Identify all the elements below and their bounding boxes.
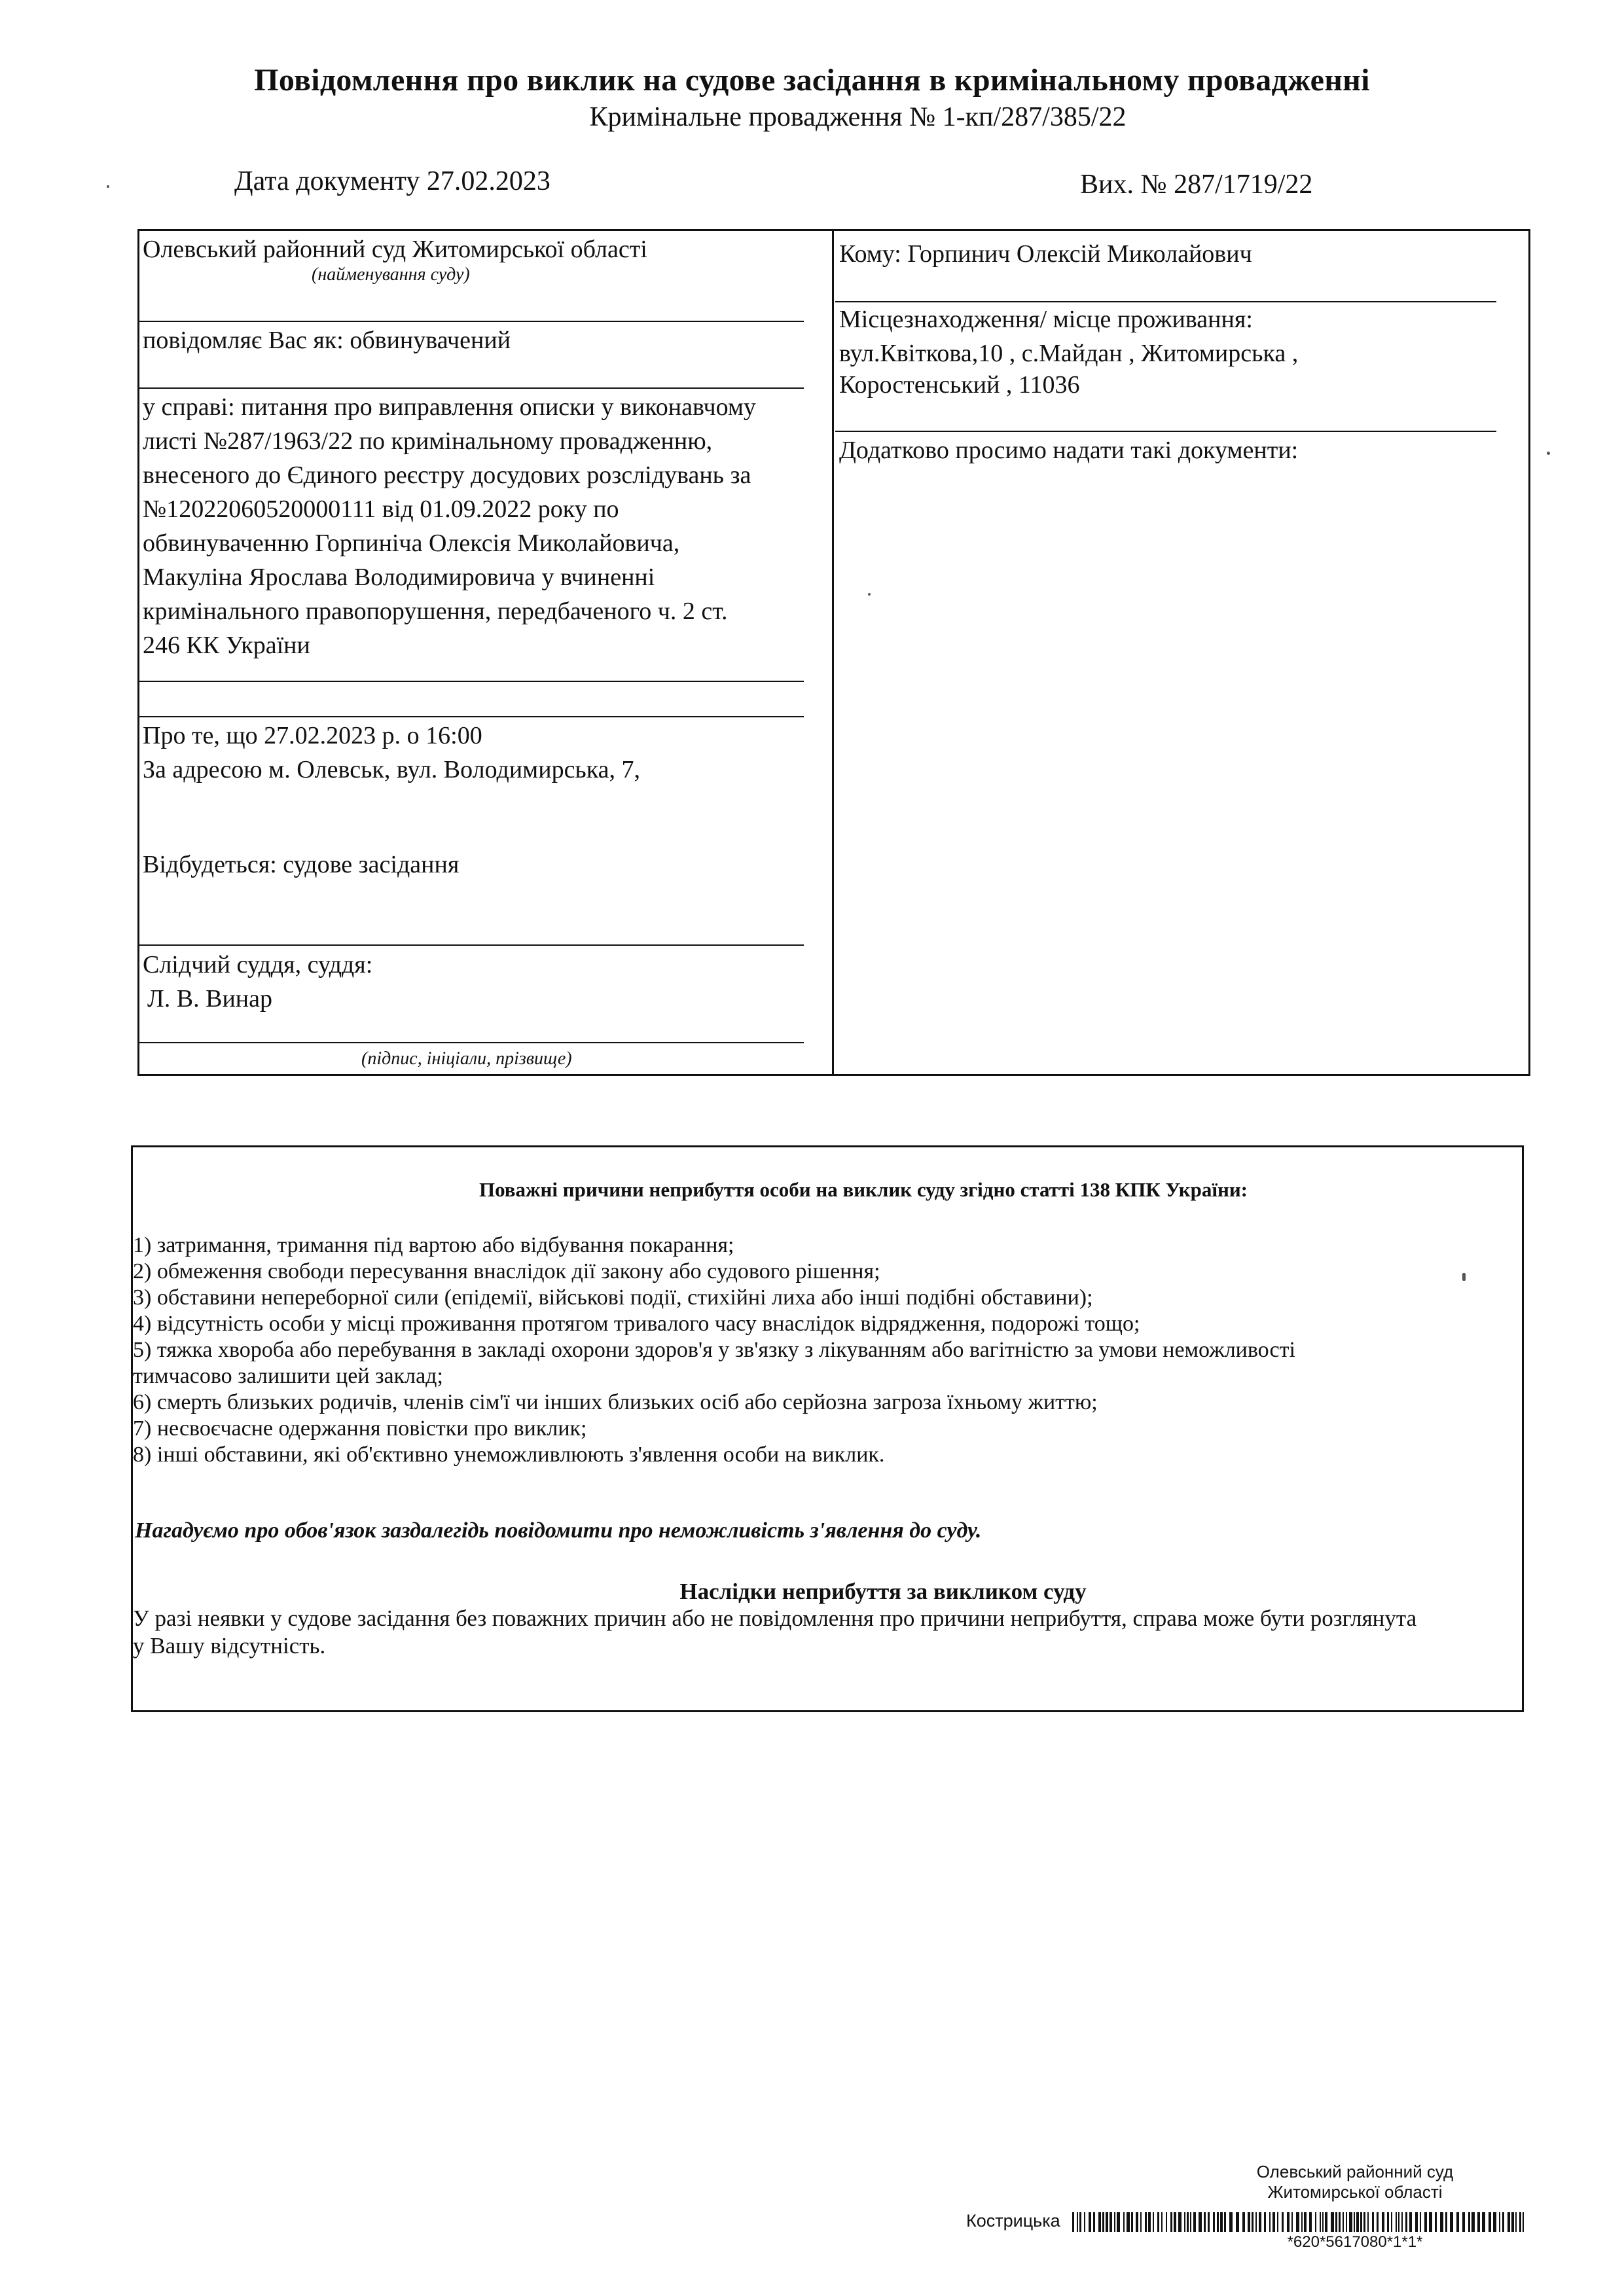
barcode-bar: [1360, 2212, 1362, 2232]
divider: [139, 716, 804, 717]
barcode-bar: [1272, 2212, 1275, 2232]
barcode-bar: [1224, 2212, 1226, 2232]
barcode-bar: [1420, 2212, 1421, 2232]
case-description: [143, 390, 756, 662]
barcode-bar: [1255, 2212, 1257, 2232]
barcode-bar: [1335, 2212, 1337, 2232]
location-line: вул.Квіткова,10 , с.Майдан , Житомирська ,: [839, 340, 1299, 367]
barcode-bar: [1204, 2212, 1206, 2232]
reason-item: 2) обмеження свободи пересування внаслідок дії закону або судового рішення;: [133, 1259, 880, 1283]
consequences-text: у Вашу відсутність.: [133, 1633, 326, 1659]
barcode-bar: [1296, 2212, 1299, 2232]
barcode-bar: [1435, 2212, 1437, 2232]
recipient: Кому: Горпинич Олексій Миколайович: [839, 240, 1252, 268]
barcode-bar: [1367, 2212, 1369, 2232]
barcode-bar: [1148, 2212, 1151, 2232]
barcode-bar: [1259, 2212, 1261, 2232]
barcode-bar: [1252, 2212, 1254, 2232]
barcode-bar: [1511, 2212, 1514, 2232]
barcode-bar: [1429, 2212, 1432, 2232]
barcode-bar: [1424, 2212, 1427, 2232]
case-line: листі №287/1963/22 по кримінальному провадженню,: [143, 427, 713, 455]
case-line: №12022060520000111 від 01.09.2022 року по: [143, 495, 619, 523]
barcode-bar: [1248, 2212, 1250, 2232]
scan-speck: [107, 185, 109, 188]
barcode-bar: [1372, 2212, 1374, 2232]
barcode-bar: [1077, 2212, 1078, 2232]
barcode-bar: [1072, 2212, 1074, 2232]
barcode-bar: [1184, 2212, 1185, 2232]
barcode-bar: [1157, 2212, 1159, 2232]
barcode-bar: [1462, 2212, 1465, 2232]
barcode-bar: [1178, 2212, 1182, 2232]
barcode-bar: [1456, 2212, 1459, 2232]
barcode-bar: [1401, 2212, 1403, 2232]
document-title: Повідомлення про виклик на судове засідання в кримінальному провадженні: [254, 63, 1370, 98]
barcode-bar: [1131, 2212, 1133, 2232]
court-name: Олевський районний суд Житомирської області: [143, 236, 647, 263]
barcode-bar: [1515, 2212, 1517, 2232]
reason-item: 7) несвоєчасне одержання повістки про виклик;: [133, 1416, 587, 1441]
barcode-bar: [1079, 2212, 1081, 2232]
judge-name: Л. В. Винар: [147, 985, 273, 1013]
notifies-as: повідомляє Вас як: обвинувачений: [143, 327, 511, 354]
barcode-bar: [1502, 2212, 1504, 2232]
barcode: [1072, 2212, 1524, 2232]
barcode-bar: [1089, 2212, 1091, 2232]
barcode-bar: [1377, 2212, 1379, 2232]
location-line: Коростенський , 11036: [839, 371, 1080, 399]
reason-item: 1) затримання, тримання під вартою або відбування покарання;: [133, 1233, 734, 1257]
barcode-number: *620*5617080*1*1*: [1287, 2233, 1423, 2251]
signature-line: [139, 1042, 804, 1043]
barcode-bar: [1166, 2212, 1167, 2232]
barcode-bar: [1519, 2212, 1521, 2232]
barcode-bar: [1499, 2212, 1500, 2232]
barcode-bar: [1391, 2212, 1392, 2232]
barcode-bar: [1140, 2212, 1142, 2232]
hearing-event: Відбудеться: судове засідання: [143, 851, 460, 878]
barcode-bar: [1482, 2212, 1485, 2232]
reason-item: тимчасово залишити цей заклад;: [133, 1364, 443, 1388]
reminder-note: Нагадуємо про обов'язок заздалегідь повідомити про неможливість з'явлення до суду.: [135, 1518, 982, 1543]
outgoing-number: Вих. № 287/1719/22: [1080, 170, 1313, 200]
case-line: Макуліна Ярослава Володимировича у вчиненні: [143, 564, 655, 591]
barcode-bar: [1471, 2212, 1475, 2232]
barcode-bar: [1409, 2212, 1412, 2232]
barcode-bar: [1468, 2212, 1470, 2232]
barcode-bar: [1440, 2212, 1443, 2232]
barcode-bar: [1114, 2212, 1115, 2232]
hearing-datetime: Про те, що 27.02.2023 р. о 16:00: [143, 722, 482, 749]
barcode-bar: [1161, 2212, 1163, 2232]
barcode-bar: [1236, 2212, 1239, 2232]
barcode-bar: [1174, 2212, 1176, 2232]
barcode-bar: [1346, 2212, 1347, 2232]
stamp-court-region: Житомирської області: [1267, 2182, 1443, 2202]
reason-item: 5) тяжка хвороба або перебування в закладі охорони здоров'я у зв'язку з лікуванням або вагітністю за умови неможливості: [133, 1338, 1295, 1362]
barcode-bar: [1170, 2212, 1172, 2232]
barcode-bar: [1343, 2212, 1344, 2232]
barcode-bar: [1117, 2212, 1120, 2232]
reason-item: 8) інші обставини, які об'єктивно унеможливлюють з'явлення особи на виклик.: [133, 1443, 885, 1467]
barcode-bar: [1405, 2212, 1407, 2232]
barcode-bar: [1136, 2212, 1138, 2232]
case-line: 246 КК України: [143, 632, 310, 659]
barcode-bar: [1309, 2212, 1312, 2232]
barcode-bar: [1127, 2212, 1130, 2232]
barcode-bar: [1187, 2212, 1189, 2232]
barcode-bar: [1193, 2212, 1196, 2232]
barcode-bar: [1304, 2212, 1307, 2232]
consequences-text: У разі неявки у судове засідання без поважних причин або не повідомлення про причини неприбуття, справа може бути розглянута: [133, 1605, 1417, 1631]
barcode-bar: [1477, 2212, 1480, 2232]
barcode-bar: [1199, 2212, 1202, 2232]
barcode-bar: [1382, 2212, 1384, 2232]
reason-item: 3) обставини непереборної сили (епідемії, військові події, стихійні лиха або інші подібні обставини);: [133, 1285, 1093, 1310]
barcode-bar: [1084, 2212, 1085, 2232]
case-line: обвинуваченню Горпиніча Олексія Миколайовича,: [143, 529, 680, 557]
barcode-bar: [1363, 2212, 1365, 2232]
barcode-bar: [1269, 2212, 1271, 2232]
barcode-bar: [1445, 2212, 1447, 2232]
barcode-bar: [1102, 2212, 1104, 2232]
barcode-bar: [1093, 2212, 1095, 2232]
barcode-bar: [1208, 2212, 1210, 2232]
barcode-bar: [1301, 2212, 1303, 2232]
barcode-bar: [1396, 2212, 1397, 2232]
location-label: Місцезнаходження/ місце проживання:: [839, 306, 1253, 333]
barcode-bar: [1264, 2212, 1266, 2232]
document-date: Дата документу 27.02.2023: [234, 166, 550, 196]
barcode-bar: [1450, 2212, 1453, 2232]
case-line: внесеного до Єдиного реєстру досудових розслідувань за: [143, 461, 751, 489]
barcode-bar: [1320, 2212, 1321, 2232]
barcode-bar: [1356, 2212, 1359, 2232]
divider: [139, 321, 804, 322]
barcode-bar: [1507, 2212, 1510, 2232]
barcode-bar: [1523, 2212, 1524, 2232]
barcode-bar: [1291, 2212, 1293, 2232]
clerk-name: Кострицька: [966, 2211, 1060, 2231]
barcode-bar: [1190, 2212, 1191, 2232]
case-line: у справі: питання про виправлення описки у виконавчому: [143, 393, 756, 421]
barcode-bar: [1287, 2212, 1290, 2232]
barcode-bar: [1322, 2212, 1324, 2232]
divider: [139, 681, 804, 682]
column-divider: [832, 229, 834, 1076]
barcode-bar: [1325, 2212, 1327, 2232]
barcode-bar: [1229, 2212, 1233, 2232]
proceeding-number: Кримінальне провадження № 1-кп/287/385/22: [589, 102, 1127, 132]
scan-speck: [1462, 1273, 1466, 1281]
stamp-court-name: Олевський районний суд: [1256, 2162, 1454, 2181]
barcode-bar: [1331, 2212, 1334, 2232]
barcode-bar: [1354, 2212, 1355, 2232]
barcode-bar: [1217, 2212, 1219, 2232]
barcode-bar: [1339, 2212, 1341, 2232]
barcode-bar: [1277, 2212, 1278, 2232]
barcode-bar: [1398, 2212, 1399, 2232]
barcode-bar: [1415, 2212, 1418, 2232]
barcode-bar: [1315, 2212, 1316, 2232]
barcode-bar: [1282, 2212, 1284, 2232]
divider: [835, 431, 1496, 432]
barcode-bar: [1110, 2212, 1112, 2232]
divider: [139, 944, 804, 946]
barcode-bar: [1387, 2212, 1389, 2232]
scan-speck: [1547, 452, 1550, 455]
barcode-bar: [1145, 2212, 1147, 2232]
barcode-bar: [1098, 2212, 1101, 2232]
barcode-bar: [1349, 2212, 1352, 2232]
reasons-heading: Поважні причини неприбуття особи на виклик суду згідно статті 138 КПК України:: [478, 1178, 1248, 1201]
reason-item: 4) відсутність особи у місці проживання протягом тривалого часу внаслідок відрядження, подорожі тощо;: [133, 1312, 1140, 1336]
barcode-bar: [1242, 2212, 1245, 2232]
barcode-bar: [1220, 2212, 1223, 2232]
divider: [139, 387, 804, 389]
barcode-bar: [1123, 2212, 1125, 2232]
hearing-address: За адресою м. Олевськ, вул. Володимирська, 7,: [143, 756, 641, 783]
barcode-bar: [1493, 2212, 1496, 2232]
barcode-bar: [1489, 2212, 1491, 2232]
consequences-heading: Наслідки неприбуття за викликом суду: [679, 1579, 1087, 1604]
barcode-bar: [1153, 2212, 1154, 2232]
reason-item: 6) смерть близьких родичів, членів сім'ї чи інших близьких осіб або серйозна загроза їхньому життю;: [133, 1390, 1098, 1414]
case-line: кримінального правопорушення, передбаченого ч. 2 ст.: [143, 598, 728, 625]
signature-caption: (підпис, ініціали, прізвище): [361, 1049, 572, 1069]
documents-request: Додатково просимо надати такі документи:: [839, 437, 1299, 464]
barcode-bar: [1106, 2212, 1108, 2232]
scan-speck: [868, 593, 871, 596]
court-caption: (найменування суду): [312, 264, 470, 285]
judge-label: Слідчий суддя, суддя:: [143, 951, 373, 978]
barcode-bar: [1213, 2212, 1215, 2232]
